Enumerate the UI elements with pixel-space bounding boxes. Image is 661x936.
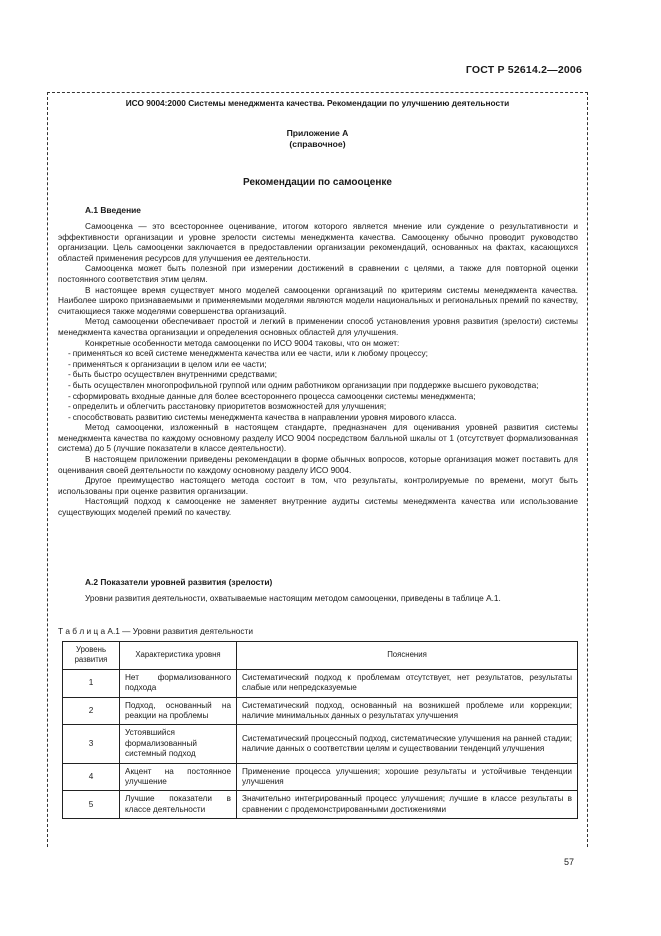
paragraph: Настоящий подход к самооценке не заменяет внутренние аудиты системы менеджмента качества или использование существующих моделей премий по качеству. [58, 496, 578, 518]
explanation-cell: Систематический подход к проблемам отсутствует, нет результатов, результаты слабые или непредсказуемые [237, 669, 578, 697]
level-cell: 4 [63, 763, 120, 791]
explanation-cell: Применение процесса улучшения; хорошие результаты и устойчивые тенденции улучшения [237, 763, 578, 791]
paragraph: Метод самооценки, изложенный в настоящем стандарте, предназначен для оценивания уровней развития системы менеджмента качества по каждому основному разделу ИСО 9004 посредством балльной шкалы от 1 (отсутствует формализованная система) до 5 (лучшие показатели в классе деятельности). [58, 422, 578, 454]
table-row [63, 763, 578, 791]
column-header: Уровень развития [63, 642, 120, 670]
level-cell: 5 [63, 791, 120, 819]
iso-text-frame [47, 92, 588, 847]
paragraph: В настоящем приложении приведены рекомендации в форме обычных вопросов, которые организация может поставить для оценивания своей деятельности по каждому основному разделу ИСО 9004. [58, 454, 578, 475]
list-item: - определить и облегчить расстановку приоритетов возможностей для улучшения; [68, 401, 387, 412]
paragraph: Уровни развития деятельности, охватываемые настоящим методом самооценки, приведены в таблице А.1. [85, 593, 501, 603]
section-a2-body [58, 593, 578, 604]
table-header-row [63, 642, 578, 670]
level-cell: 3 [63, 725, 120, 763]
characteristic-cell: Нет формализованного подхода [120, 669, 237, 697]
maturity-levels-table [62, 641, 578, 819]
explanation-cell: Значительно интегрированный процесс улучшения; лучшие в классе результаты в сравнении с продемонстрированными достижениями [237, 791, 578, 819]
column-header: Пояснения [237, 642, 578, 670]
list-item: - быть осуществлен многопрофильной группой или одним работником организации при поддержке высшего руководства; [68, 379, 539, 390]
explanation-cell: Систематический процессный подход, систематические улучшения на ранней стадии; наличие данных о соответствии целям и существовании тенденций улучшения [237, 725, 578, 763]
explanation-cell: Систематический подход, основанный на возникшей проблеме или коррекции; наличие минимальных данных о результатах улучшения [237, 697, 578, 725]
characteristic-cell: Лучшие показатели в классе деятельности [120, 791, 237, 819]
list-item: - способствовать развитию системы менеджмента качества в направлении уровня мирового класса. [68, 411, 457, 422]
paragraph: Другое преимущество настоящего метода состоит в том, что результаты, контролируемые по времени, могут быть использованы при оценке развития организации. [58, 475, 578, 496]
paragraph: В настоящее время существует много моделей самооценки организаций по критериям системы менеджмента качества. Наиболее широко признаваемыми и применяемыми моделями являются модели национальных и региональных премий по качеству, считающиеся также моделями совершенства организаций. [58, 284, 578, 316]
table-row [63, 725, 578, 763]
document-code: ГОСТ Р 52614.2—2006 [465, 64, 582, 76]
list-item: - сформировать входные данные для более всестороннего процесса самооценки системы менеджмента; [68, 390, 476, 401]
page-number: 57 [563, 857, 574, 867]
characteristic-cell: Акцент на постоянное улучшение [120, 763, 237, 791]
paragraph: Самооценка — это всестороннее оценивание, итогом которого является мнение или суждение о результативности и эффективности организации и уровне зрелости системы менеджмента качества. Самооценку обычно проводит руководство организации. Цель самооценки заключается в предоставлении организации рекомендаций, основанных на фактах, касающихся областей применения ресурсов для улучшения ее деятельности. [58, 221, 578, 263]
characteristic-cell: Устоявшийся формализованный системный подход [120, 725, 237, 763]
section-a1-heading: А.1 Введение [85, 205, 141, 215]
characteristic-cell: Подход, основанный на реакции на проблемы [120, 697, 237, 725]
level-cell: 1 [63, 669, 120, 697]
section-a1-body [58, 221, 578, 518]
table-row [63, 697, 578, 725]
paragraph: Метод самооценки обеспечивает простой и легкий в применении способ установления уровня развития (зрелости) системы менеджмента качества организации и определения основных областей для улучшения. [58, 316, 578, 337]
paragraph: Самооценка может быть полезной при измерении достижений в сравнении с целями, а также для повторной оценки постоянного соответствия этим целям. [58, 263, 578, 284]
table-row [63, 669, 578, 697]
level-cell: 2 [63, 697, 120, 725]
paragraph: Конкретные особенности метода самооценки по ИСО 9004 таковы, что он может: [85, 337, 400, 348]
annex-subtitle: (справочное) [289, 139, 346, 149]
list-item: - быть быстро осуществлен внутренними средствами; [68, 369, 278, 380]
section-a2-heading: А.2 Показатели уровней развития (зрелости) [85, 577, 273, 587]
table-caption: Т а б л и ц а А.1 — Уровни развития деятельности [58, 626, 253, 636]
list-item: - применяться к организации в целом или ее части; [68, 358, 267, 369]
list-item: - применяться ко всей системе менеджмента качества или ее части, или к любому процессу; [68, 348, 428, 359]
column-header: Характеристика уровня [120, 642, 237, 670]
main-heading: Рекомендации по самооценке [243, 177, 392, 188]
table-row [63, 791, 578, 819]
frame-title: ИСО 9004:2000 Системы менеджмента качества. Рекомендации по улучшению деятельности [125, 98, 510, 108]
annex-title: Приложение А [286, 128, 349, 138]
